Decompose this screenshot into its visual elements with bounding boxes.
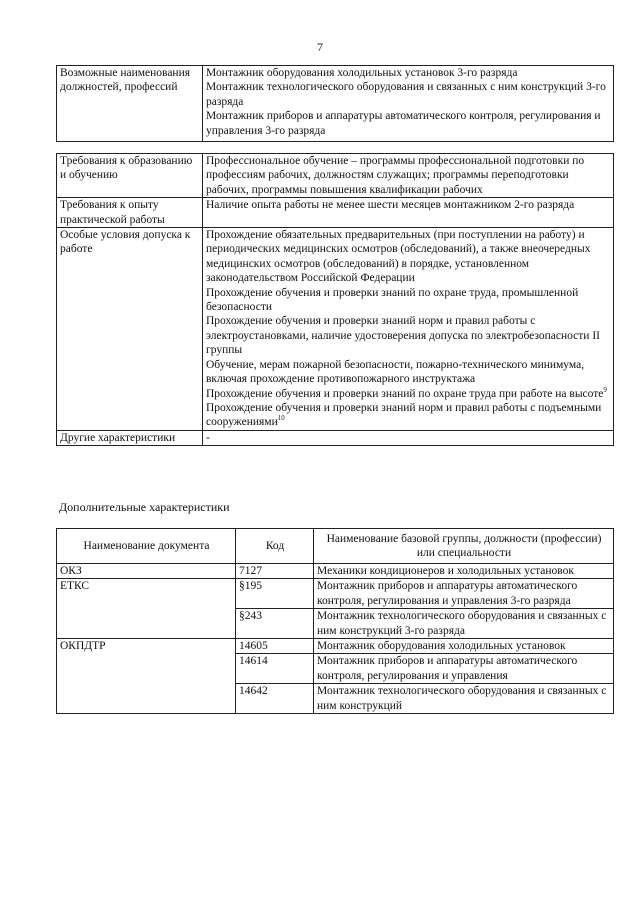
condition-text: Прохождение обучения и проверки знаний норм и правил работы с подъемными сооружениями xyxy=(206,401,602,429)
cell-name: Механики кондиционеров и холодильных установок xyxy=(314,564,614,579)
cell-doc: ОКЗ xyxy=(57,564,236,579)
condition-item: Прохождение обязательных предварительных (при поступлении на работу) и периодических медицинских осмотров (обследований), а также внеочередных медицинских осмотров (обследований) в порядке, установленном законодательством Российской Федерации xyxy=(206,229,591,285)
footnote-ref: 9 xyxy=(603,385,607,394)
cell-name: Монтажник приборов и аппаратуры автоматического контроля, регулирования и управления xyxy=(314,654,614,684)
table-row xyxy=(57,198,614,228)
table-row xyxy=(57,564,614,579)
conditions-label: Особые условия допуска к работе xyxy=(57,228,203,431)
conditions-list xyxy=(203,228,614,431)
additional-characteristics-title: Дополнительные характеристики xyxy=(59,500,230,514)
table-row xyxy=(57,639,614,654)
footnote-ref: 10 xyxy=(277,414,285,423)
page-number: 7 xyxy=(317,40,323,54)
additional-characteristics-table xyxy=(56,528,614,714)
job-title-item: Монтажник приборов и аппаратуры автоматического контроля, регулирования и управления 3-го разряда xyxy=(206,110,601,137)
experience-label: Требования к опыту практической работы xyxy=(57,198,203,228)
other-value: - xyxy=(203,430,614,445)
condition-item: Прохождение обучения и проверки знаний норм и правил работы с электроустановками, наличие удостоверения допуска по электробезопасности II группы xyxy=(206,315,600,357)
experience-value: Наличие опыта работы не менее шести месяцев монтажником 2-го разряда xyxy=(203,198,614,228)
condition-item xyxy=(206,387,611,401)
job-title-item: Монтажник оборудования холодильных установок 3-го разряда xyxy=(206,67,518,79)
cell-code: §243 xyxy=(236,609,314,639)
cell-code: 14642 xyxy=(236,684,314,714)
header-code: Код xyxy=(236,529,314,564)
job-titles-label: Возможные наименования должностей, профессий xyxy=(57,66,203,142)
table-header-row xyxy=(57,529,614,564)
job-titles-table xyxy=(56,65,614,142)
cell-code: 14614 xyxy=(236,654,314,684)
table-row xyxy=(57,579,614,609)
cell-doc: ЕТКС xyxy=(57,579,236,639)
cell-name: Монтажник приборов и аппаратуры автоматического контроля, регулирования и управления 3-го разряда xyxy=(314,579,614,609)
cell-code: 14605 xyxy=(236,639,314,654)
table-row xyxy=(57,228,614,431)
header-doc: Наименование документа xyxy=(57,529,236,564)
education-value: Профессиональное обучение – программы профессиональной подготовки по профессиям рабочих, должностям служащих; программы переподготовки рабочих, программы повышения квалификации рабочих xyxy=(203,154,614,198)
condition-text: Прохождение обучения и проверки знаний по охране труда при работе на высоте xyxy=(206,387,604,400)
other-label: Другие характеристики xyxy=(57,430,203,445)
condition-item xyxy=(206,401,611,430)
cell-name: Монтажник технологического оборудования и связанных с ним конструкций 3-го разряда xyxy=(314,609,614,639)
cell-name: Монтажник оборудования холодильных установок xyxy=(314,639,614,654)
condition-item: Обучение, мерам пожарной безопасности, пожарно-технического минимума, включая прохождение противопожарного инструктажа xyxy=(206,358,585,386)
condition-item: Прохождение обучения и проверки знаний по охране труда, промышленной безопасности xyxy=(206,286,579,314)
table-row xyxy=(57,430,614,445)
requirements-table xyxy=(56,153,614,446)
table-row xyxy=(57,154,614,198)
cell-code: 7127 xyxy=(236,564,314,579)
cell-code: §195 xyxy=(236,579,314,609)
cell-doc: ОКПДТР xyxy=(57,639,236,714)
job-titles-list xyxy=(203,66,614,142)
education-label: Требования к образованию и обучению xyxy=(57,154,203,198)
cell-name: Монтажник технологического оборудования и связанных с ним конструкций xyxy=(314,684,614,714)
header-name: Наименование базовой группы, должности (профессии) или специальности xyxy=(314,529,614,564)
table-row xyxy=(57,66,614,142)
job-title-item: Монтажник технологического оборудования и связанных с ним конструкций 3-го разряда xyxy=(206,81,606,108)
